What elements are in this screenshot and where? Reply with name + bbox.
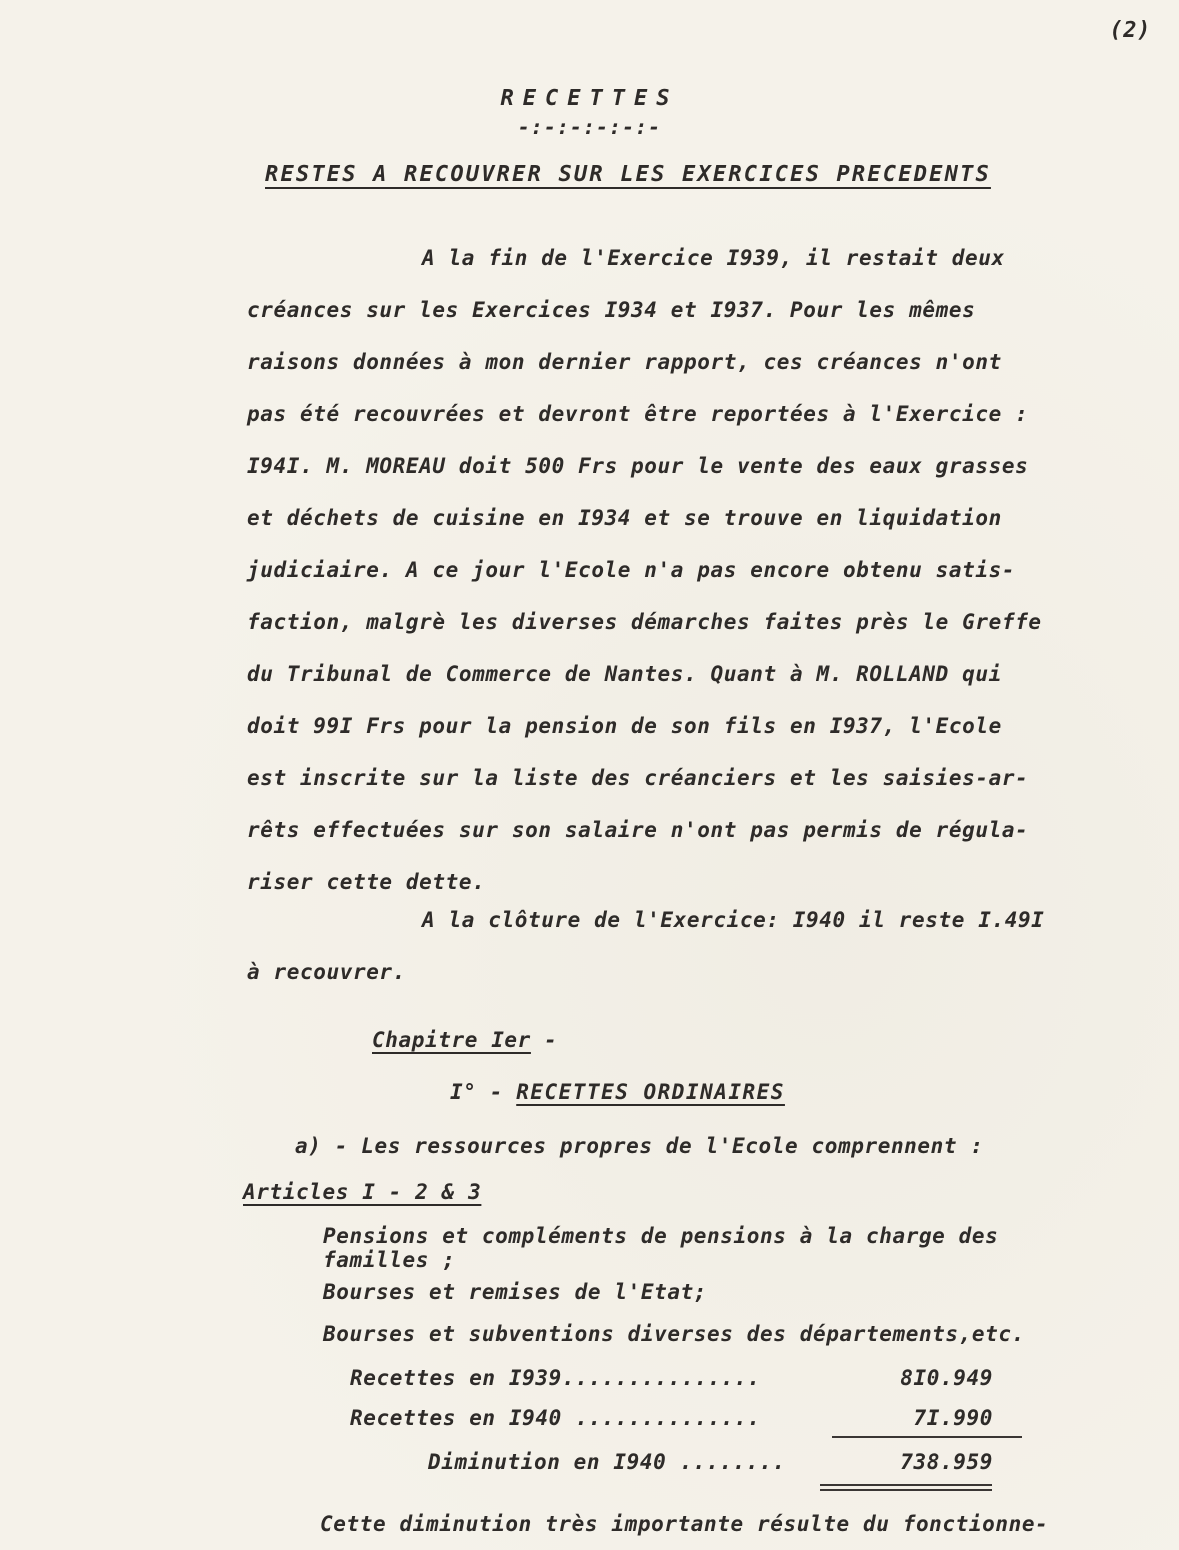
amount-label: Recettes en I939............... [350, 1366, 761, 1390]
paragraph-line: riser cette dette. [247, 870, 486, 894]
paragraph-line: du Tribunal de Commerce de Nantes. Quant à M. ROLLAND qui [247, 662, 1002, 686]
paragraph-line: faction, malgrè les diverses démarches faites près le Greffe [247, 610, 1042, 634]
paragraph-line: judiciaire. A ce jour l'Ecole n'a pas encore obtenu satis- [247, 558, 1016, 582]
paragraph-line: créances sur les Exercices I934 et I937. Pour les mêmes [247, 298, 976, 322]
paragraph-arrears [247, 232, 1167, 908]
total-double-rule [820, 1489, 992, 1491]
amount-label: Recettes en I940 .............. [350, 1406, 761, 1430]
paragraph-line: A la clôture de l'Exercice: I940 il reste I.49I [422, 908, 1045, 932]
chapter-heading [372, 1028, 557, 1052]
page-number: (2) [1109, 18, 1151, 43]
page-title: RECETTES [500, 86, 679, 111]
resources-intro: a) - Les ressources propres de l'Ecole comprennent : [295, 1134, 984, 1158]
articles-heading: Articles I - 2 & 3 [243, 1180, 482, 1204]
amount-label: Diminution en I940 ........ [428, 1450, 786, 1474]
paragraph-line: I94I. M. MOREAU doit 500 Frs pour le vente des eaux grasses [247, 454, 1029, 478]
sum-rule [832, 1436, 1022, 1438]
title-ornament: -:-:-:-:-:- [517, 115, 662, 139]
closing-line: Cette diminution très importante résulte du fonctionne- [320, 1512, 1049, 1536]
section-heading: RESTES A RECOUVRER SUR LES EXERCICES PRECEDENTS [265, 162, 991, 187]
total-double-rule [820, 1484, 992, 1486]
paragraph-line: et déchets de cuisine en I934 et se trouve en liquidation [247, 506, 1002, 530]
paragraph-line: rêts effectuées sur son salaire n'ont pas permis de régula- [247, 818, 1029, 842]
article-item-line: Pensions et compléments de pensions à la charge des [323, 1224, 999, 1248]
article-item [323, 1224, 998, 1272]
chapter-label: Chapitre Ier [372, 1028, 531, 1052]
article-item: Bourses et subventions diverses des départements,etc. [323, 1322, 1025, 1346]
amount-value: 738.959 [900, 1450, 993, 1474]
article-item: Bourses et remises de l'Etat; [323, 1280, 708, 1304]
paragraph-closing-balance [247, 894, 1167, 998]
article-item-line: familles ; [323, 1248, 456, 1272]
paragraph-line: doit 99I Frs pour la pension de son fils en I937, l'Ecole [247, 714, 1002, 738]
paragraph-line: raisons données à mon dernier rapport, ces créances n'ont [247, 350, 1002, 374]
sub-heading-label: RECETTES ORDINAIRES [516, 1080, 785, 1104]
amount-value: 7I.990 [913, 1406, 993, 1430]
paragraph-line: à recouvrer. [247, 960, 406, 984]
amount-value: 8I0.949 [900, 1366, 993, 1390]
paragraph-line: est inscrite sur la liste des créanciers et les saisies-ar- [247, 766, 1029, 790]
chapter-suffix: - [530, 1028, 558, 1052]
sub-heading [450, 1080, 785, 1104]
paragraph-line: A la fin de l'Exercice I939, il restait deux [422, 246, 1005, 270]
sub-heading-number: I° - [450, 1080, 517, 1104]
paragraph-line: pas été recouvrées et devront être reportées à l'Exercice : [247, 402, 1029, 426]
